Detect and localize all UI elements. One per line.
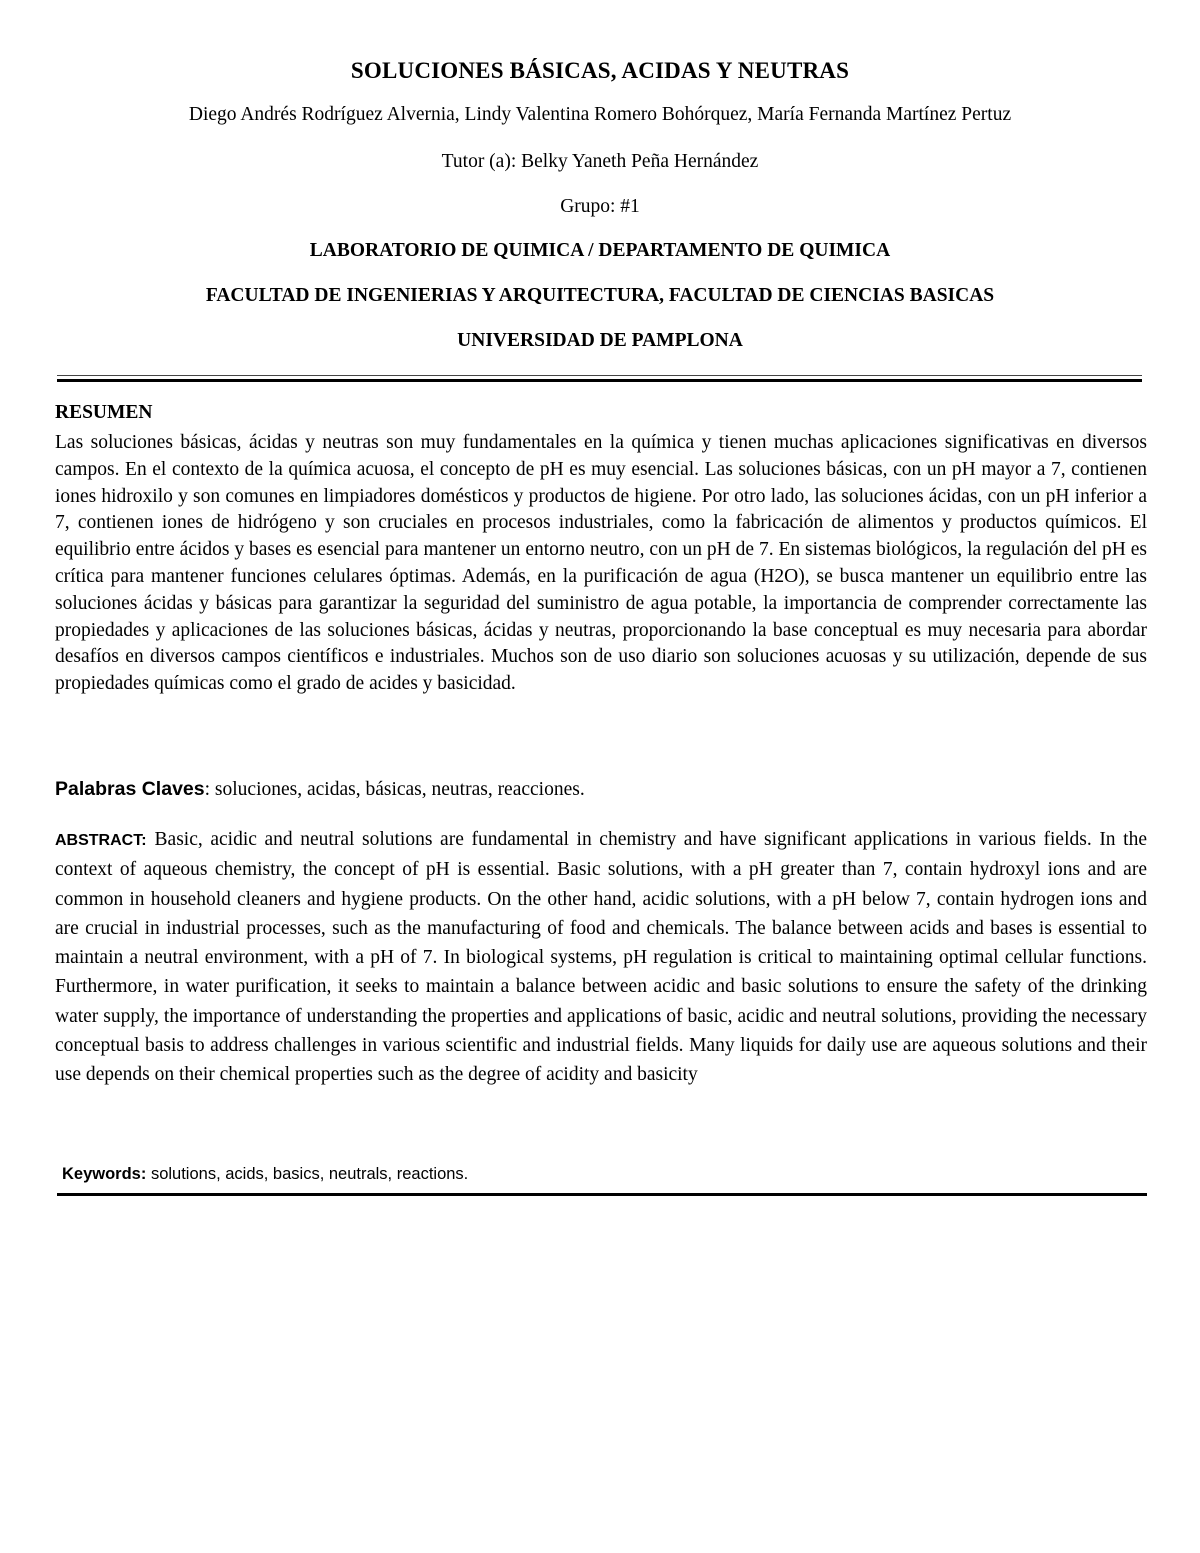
faculty-line: FACULTAD DE INGENIERIAS Y ARQUITECTURA, FACULTAD DE CIENCIAS BASICAS xyxy=(205,285,995,306)
keywords-label: Keywords: xyxy=(62,1165,147,1183)
tutor-line: Tutor (a): Belky Yaneth Peña Hernández xyxy=(441,151,759,172)
author-list: Diego Andrés Rodríguez Alvernia, Lindy Valentina Romero Bohórquez, María Fernanda Martínez Pertuz xyxy=(188,104,1012,125)
paper-title: SOLUCIONES BÁSICAS, ACIDAS Y NEUTRAS xyxy=(350,58,850,83)
palabras-claves-text: : soluciones, acidas, básicas, neutras, reacciones. xyxy=(204,779,585,800)
palabras-claves xyxy=(55,778,1147,801)
abstract-label: ABSTRACT: xyxy=(55,832,147,849)
group-line: Grupo: #1 xyxy=(560,196,640,217)
resumen-paragraph: Las soluciones básicas, ácidas y neutras son muy fundamentales en la química y tienen muchas aplicaciones significativas en diversos campos. En el contexto de la química acuosa, el concepto de pH es muy esencial. Las soluciones básicas, con un pH mayor a 7, contienen iones hidroxilo y son comunes en limpiadores domésticos y productos de higiene. Por otro lado, las soluciones ácidas, con un pH inferior a 7, contienen iones de hidrógeno y son cruciales en procesos industriales, como la fabricación de alimentos y productos químicos. El equilibrio entre ácidos y bases es esencial para mantener un entorno neutro, con un pH de 7. En sistemas biológicos, la regulación del pH es crítica para mantener funciones celulares óptimas. Además, en la purificación de agua (H2O), se busca mantener un equilibrio entre las soluciones ácidas y básicas para garantizar la seguridad del suministro de agua potable, la importancia de comprender correctamente las propiedades y aplicaciones de las soluciones básicas, ácidas y neutras, proporcionando la base conceptual es muy necesaria para abordar desafíos en diversos campos científicos e industriales. Muchos son de uso diario son soluciones acuosas y su utilización, depende de sus propiedades químicas como el grado de acides y basicidad. xyxy=(55,432,1147,695)
department-line: LABORATORIO DE QUIMICA / DEPARTAMENTO DE QUIMICA xyxy=(309,240,891,261)
palabras-claves-label: Palabras Claves xyxy=(55,778,205,800)
abstract-paragraph-block xyxy=(55,825,1147,1090)
resumen-heading: RESUMEN xyxy=(55,402,153,423)
university-line: UNIVERSIDAD DE PAMPLONA xyxy=(457,330,743,351)
abstract-divider xyxy=(57,1193,1147,1196)
keywords-text: solutions, acids, basics, neutrals, reactions. xyxy=(146,1165,469,1183)
header-divider-thin xyxy=(57,375,1142,376)
abstract-paragraph: Basic, acidic and neutral solutions are fundamental in chemistry and have significant applications in various fields. In the context of aqueous chemistry, the concept of pH is essential. Basic solutions, with a pH greater than 7, contain hydroxyl ions and are common in household cleaners and hygiene products. On the other hand, acidic solutions, with a pH below 7, contain hydrogen ions and are crucial in industrial processes, such as the manufacturing of food and chemicals. The balance between acids and bases is essential to maintain a neutral environment, with a pH of 7. In biological systems, pH regulation is critical to maintaining optimal cellular functions. Furthermore, in water purification, it seeks to maintain a balance between acidic and basic solutions to ensure the safety of the drinking water supply, the importance of understanding the properties and applications of basic, acidic and neutral solutions, providing the necessary conceptual basis to address challenges in various scientific and industrial fields. Many liquids for daily use are aqueous solutions and their use depends on their chemical properties such as the degree of acidity and basicity xyxy=(55,829,1147,1086)
header-divider xyxy=(57,379,1142,382)
keywords xyxy=(62,1165,468,1184)
